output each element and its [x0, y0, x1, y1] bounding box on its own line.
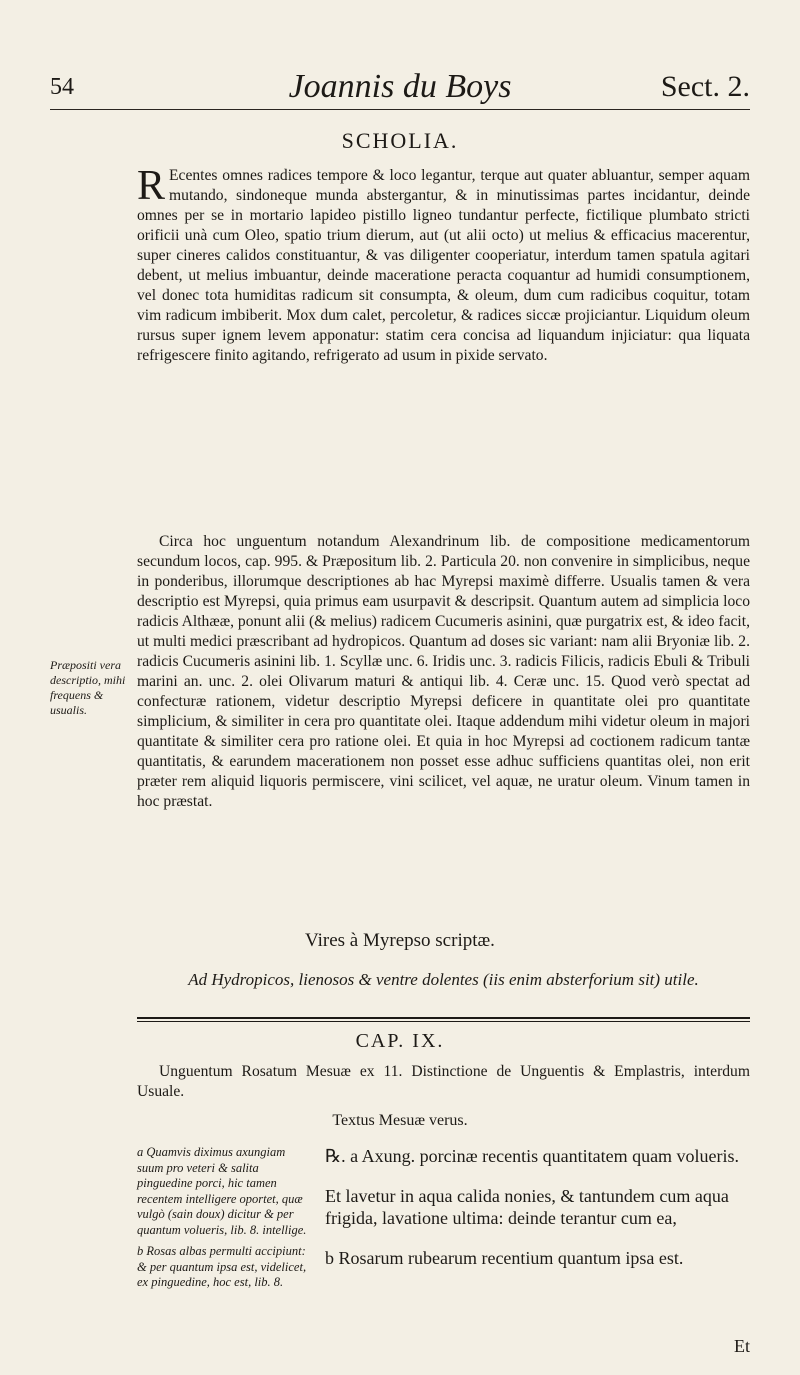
uses-line: Ad Hydropicos, lienosos & ventre dolentes (iis enim absterforium sit) utile. — [188, 970, 699, 989]
textus-heading: Textus Mesuæ verus. — [332, 1112, 468, 1129]
scholia-heading: SCHOLIA. — [341, 128, 459, 153]
vires-heading: Vires à Myrepso scriptæ. — [305, 930, 495, 951]
margin-note: Præpositi vera descriptio, mihi frequens & usualis. — [50, 658, 126, 717]
paragraph-1-text: Ecentes omnes radices tempore & loco legantur, terque aut quater abluantur, semper aquam mutando, sindoneque munda abstergantur, & in minutissimas partes incidantur, deinde omnes per se in mortario lapideo pistillo ligneo tundantur perfecte, fictilique plumbato stricti orificii unà cum Oleo, spatio trium dierum, aut (ut alii octo) ut melius & efficacius macerentur, super cineres calidos constituantur, & vas diligenter cooperiatur, interdum tamen spatula agitari debent, ut melius imbuantur, deinde maceratione peracta coquantur ad humidi consumptionem, vel donec tota humiditas radicum sit consumpta, & oleum, dum cum radicibus coquitur, totam vim radicum imbiberit. Mox dum calet, percoletur, & radices siccæ projiciantur. Liquidum oleum rursus super ignem levem apponatur: statim cera concisa ad liquandum injiciatur: qua liquata refrigescere finito agitando, refrigerato ad usum in pixide servato. — [137, 167, 750, 364]
chapter-rule — [137, 1017, 750, 1019]
section-label: Sect. 2. — [660, 70, 750, 103]
recipe-line-2: Et lavetur in aqua calida nonies, & tantundem cum aqua frigida, lavatione ultima: deinde terantur cum ea, — [325, 1186, 729, 1228]
paragraph-2: Circa hoc unguentum notandum Alexandrinum lib. de compositione medicamentorum secundum locos, cap. 995. & Præpositum lib. 2. Particula 20. non convenire in simplicibus, neque in ponderibus, illorumque descriptiones ab hac Myrepsi maximè differre. Usualis tamen & vera descriptio est Myrepsi, quia primus eam usurpavit & descripsit. Quantum autem ad simplicia loco radicis Althææ, ponunt alii (& melius) radicem Cucumeris asinini, quæ purgatrix est, & ideo facit, ut multi medici præscribant ad hydropicos. Quantum ad doses sic variant: nam alii Bryoniæ lib. 2. radicis Cucumeris asinini lib. 1. Scyllæ unc. 6. Iridis unc. 3. radicis Filicis, radicis Ebuli & Tribuli marini an. unc. 2. olei Olivarum maturi & antiqui lib. 4. Ceræ unc. 15. Quod verò spectat ad confecturæ rationem, videtur descriptio Myrepsi deficere in quantitate olei pro quantitate simplicium, & similiter in cera pro quantitate olei. Itaque addendum mihi videtur oleum in majori quantitate & similiter cera pro ratione olei. Et quia in hoc Myrepsi ad coctionem radicum tantæ quantitatis, & earundem macerationem non posset esse adhuc sufficiens quantitas olei, non erit præter rem aliquid liquoris permiscere, vini scilicet, vel aquæ, ne uratur oleum. Vinum tamen in hoc præstat. — [137, 533, 750, 810]
footnotes-column — [137, 1145, 307, 1297]
drop-cap: R — [137, 163, 166, 209]
footnote-a: a Quamvis diximus axungiam suum pro veteri & salita pinguedine porci, hic tamen recentem intelligere oportet, quæ vulgò (sain doux) dicitur & per quantum volueris, lib. 8. intellige. — [137, 1145, 307, 1237]
footnote-b: b Rosas albas permulti accipiunt: & per quantum ipsa est, videlicet, ex pinguedine, hoc est, lib. 8. — [137, 1244, 307, 1289]
recipe-column — [325, 1145, 750, 1287]
running-title: Joannis du Boys — [288, 68, 512, 105]
paragraph-1 — [137, 163, 750, 366]
recipe-line-3: b Rosarum rubearum recentium quantum ipsa est. — [325, 1248, 684, 1268]
chapter-rule-thin — [137, 1021, 750, 1022]
running-header — [50, 64, 750, 108]
catchword: Et — [734, 1336, 750, 1356]
chapter-intro: Unguentum Rosatum Mesuæ ex 11. Distinctione de Unguentis & Emplastris, interdum Usuale. — [137, 1063, 750, 1100]
chapter-heading: CAP. IX. — [355, 1030, 445, 1052]
recipe-line-1: ℞. a Axung. porcinæ recentis quantitatem quam volueris. — [325, 1146, 740, 1166]
header-rule — [50, 109, 750, 110]
page-number: 54 — [50, 74, 74, 100]
